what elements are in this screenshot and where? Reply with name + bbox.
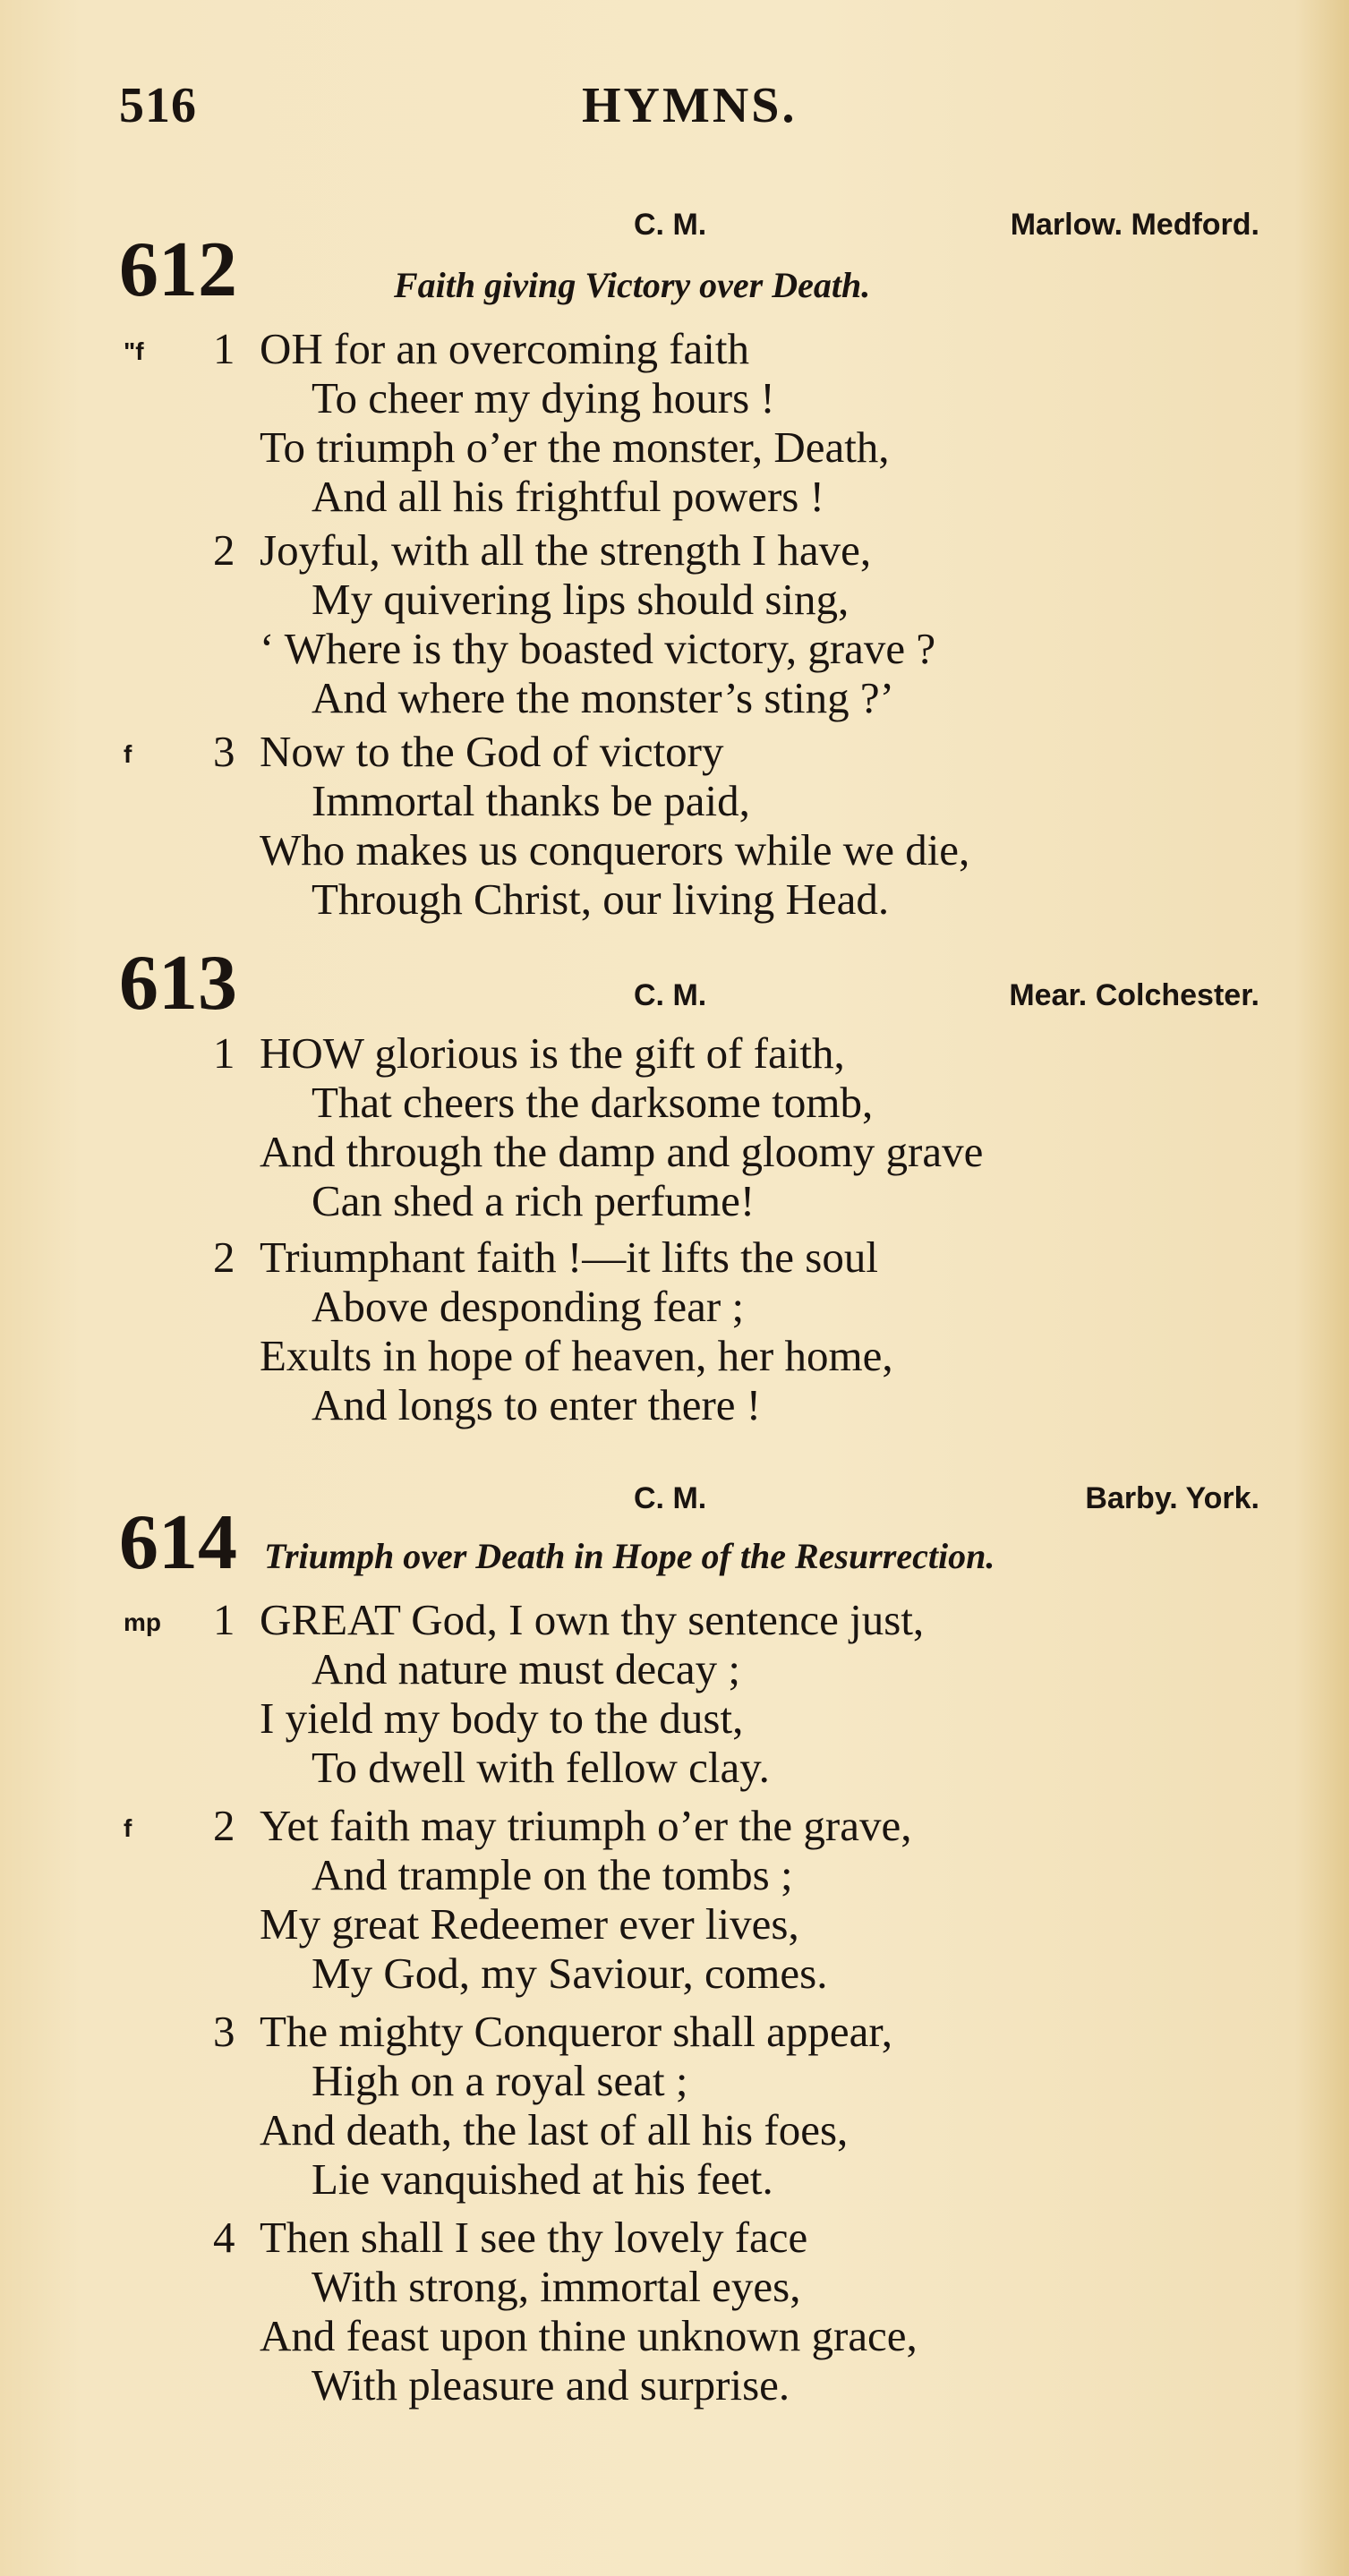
hymn-number: 613 xyxy=(119,940,237,1027)
hymn-tunes: Marlow. Medford. xyxy=(1010,208,1259,242)
verse-line: Through Christ, our living Head. xyxy=(312,874,890,924)
verse-line: Then shall I see thy lovely face xyxy=(260,2213,808,2262)
verse-line: Can shed a rich perfume! xyxy=(312,1176,756,1225)
verse-line: Above desponding fear ; xyxy=(312,1282,745,1331)
verse-line: To triumph o’er the monster, Death, xyxy=(260,422,890,472)
verse-line: My great Redeemer ever lives, xyxy=(260,1899,799,1949)
verse-number: 2 xyxy=(213,525,235,575)
verse-line: And death, the last of all his foes, xyxy=(260,2105,849,2154)
hymn-tunes: Mear. Colchester. xyxy=(1009,978,1259,1012)
dynamic-marking: mp xyxy=(124,1608,161,1636)
verse-line: And longs to enter there ! xyxy=(312,1380,762,1429)
verse-line: With strong, immortal eyes, xyxy=(312,2262,801,2311)
verse-number: 3 xyxy=(213,2007,235,2056)
hymn-meter: C. M. xyxy=(634,1481,707,1515)
running-head: HYMNS. xyxy=(582,78,798,133)
verse-line: Now to the God of victory xyxy=(260,727,724,776)
verse-line: OH for an overcoming faith xyxy=(260,324,749,373)
hymn-number: 614 xyxy=(119,1499,237,1586)
hymn-meter: C. M. xyxy=(634,978,707,1012)
verse-line: The mighty Conqueror shall appear, xyxy=(260,2007,892,2056)
verse-number: 4 xyxy=(213,2213,235,2262)
verse-line: Exults in hope of heaven, her home, xyxy=(260,1331,893,1380)
dynamic-marking: "f xyxy=(124,337,144,365)
verse-line: With pleasure and surprise. xyxy=(312,2360,790,2410)
verse-line: GREAT God, I own thy sentence just, xyxy=(260,1595,925,1644)
verse-line: And where the monster’s sting ?’ xyxy=(312,673,894,722)
verse-line: Triumphant faith !—it lifts the soul xyxy=(260,1233,878,1282)
verse-line: That cheers the darksome tomb, xyxy=(312,1078,874,1127)
hymn-meter: C. M. xyxy=(634,208,707,242)
hymn-subtitle: Faith giving Victory over Death. xyxy=(394,265,871,305)
verse-line: Yet faith may triumph o’er the grave, xyxy=(260,1801,912,1850)
verse-line: My God, my Saviour, comes. xyxy=(312,1949,828,1998)
verse-number: 2 xyxy=(213,1233,235,1282)
verse-line: To dwell with fellow clay. xyxy=(312,1743,770,1792)
verse-line: Joyful, with all the strength I have, xyxy=(260,525,872,575)
verse-line: Immortal thanks be paid, xyxy=(312,776,750,825)
verse-number: 1 xyxy=(213,1028,235,1078)
verse-line: My quivering lips should sing, xyxy=(312,575,850,624)
hymn-tunes: Barby. York. xyxy=(1085,1481,1259,1515)
hymn-subtitle: Triumph over Death in Hope of the Resurrection. xyxy=(264,1536,995,1576)
dynamic-marking: f xyxy=(124,740,132,768)
verse-number: 2 xyxy=(213,1801,235,1850)
verse-number: 1 xyxy=(213,1595,235,1644)
verse-number: 3 xyxy=(213,727,235,776)
verse-line: Lie vanquished at his feet. xyxy=(312,2154,773,2204)
verse-line: And through the damp and gloomy grave xyxy=(260,1127,984,1176)
verse-line: HOW glorious is the gift of faith, xyxy=(260,1028,845,1078)
dynamic-marking: f xyxy=(124,1814,132,1842)
page-number: 516 xyxy=(119,78,197,133)
verse-line: ‘ Where is thy boasted victory, grave ? xyxy=(260,624,936,673)
hymn-number: 612 xyxy=(119,226,237,313)
verse-line: To cheer my dying hours ! xyxy=(312,373,775,422)
verse-line: And nature must decay ; xyxy=(312,1644,740,1693)
verse-line: Who makes us conquerors while we die, xyxy=(260,825,970,874)
verse-line: I yield my body to the dust, xyxy=(260,1693,744,1743)
verse-line: And all his frightful powers ! xyxy=(312,472,824,521)
verse-line: And trample on the tombs ; xyxy=(312,1850,793,1899)
verse-number: 1 xyxy=(213,324,235,373)
verse-line: High on a royal seat ; xyxy=(312,2056,688,2105)
verse-line: And feast upon thine unknown grace, xyxy=(260,2311,918,2360)
